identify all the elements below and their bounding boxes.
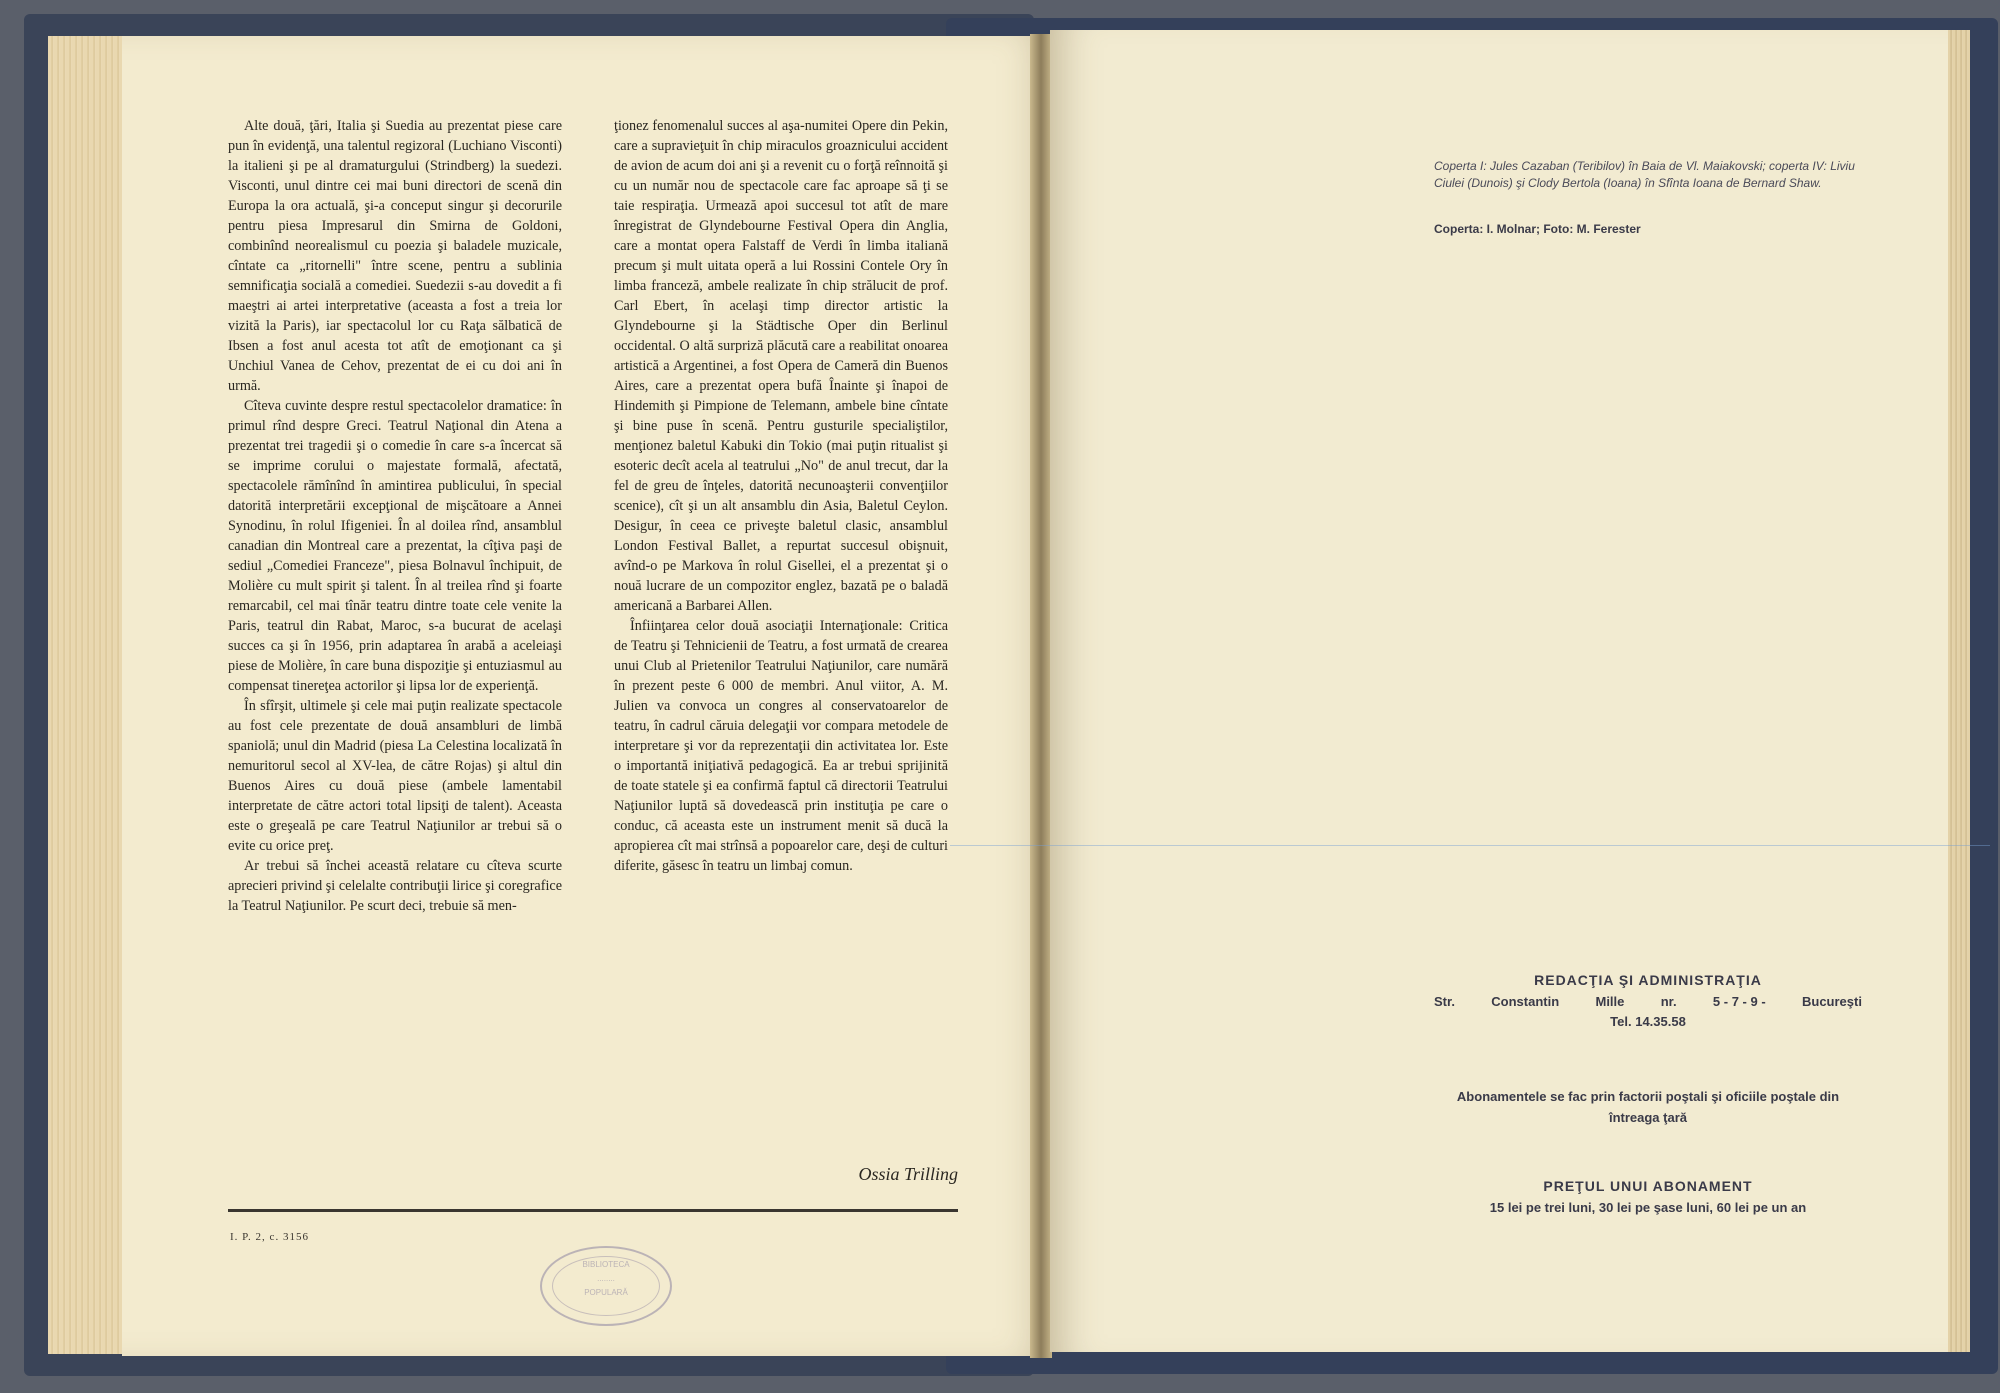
paragraph: Cîteva cuvinte despre restul spectacolelor dramatice: în primul rînd despre Greci. Teatrul Naţional din Atena a prezentat trei tragedii şi o comedie în care s-a încercat să se imprime corului o majestate formală, afectată, spectacolele rămînînd în amintirea publicului, în special datorită interpretării excepţional de mişcătoare a Annei Synodinu, în rolul Ifigeniei. În al doilea rînd, ansamblul canadian din Montreal care a prezentat, la cîţiva paşi de sediul „Comediei Franceze", piesa Bolnavul închipuit, de Molière cu mult spirit şi talent. În al treilea rînd şi foarte remarcabil, cel mai tînăr teatru dintre toate cele venite la Paris, teatrul din Rabat, Maroc, s-a bucurat de acelaşi succes ca şi în 1956, prin adaptarea în arabă a aceleiaşi piese de Molière, în care buna dispoziţie şi entuziasmul au compensat tinereţea actorilor şi lipsa lor de experienţă. xyxy=(228,398,562,694)
article-column-1 xyxy=(228,116,562,916)
article-column-2 xyxy=(614,116,948,876)
address-part: Str. xyxy=(1434,994,1455,1009)
footer-rule xyxy=(228,1209,958,1212)
paragraph: În sfîrşit, ultimele şi cele mai puţin realizate spectacole au fost cele prezentate de două ansambluri de limbă spaniolă; unul din Madrid (piesa La Celestina localizată în nemuritorul secol al XV-lea, de către Rojas) şi altul din Buenos Aires cu două piese (ambele lamentabil interpretate de către actori total lipsiţi de talent). Aceasta este o greşeală pe care Teatrul Naţiunilor ar trebui să o evite cu orice preţ. xyxy=(228,698,562,854)
subscription-info: Abonamentele se fac prin factorii poştali şi oficiile poştale din întreaga ţară xyxy=(1456,1089,1840,1125)
address xyxy=(1434,994,1862,1009)
paragraph: Ar trebui să închei această relatare cu cîteva scurte aprecieri privind şi celelalte contribuţii lirice şi coregrafice la Teatrul Naţiunilor. Pe scurt deci, trebuie să men- xyxy=(228,858,562,914)
address-part: 5 - 7 - 9 - xyxy=(1712,994,1766,1009)
address-part: Mille xyxy=(1595,994,1625,1009)
editorial-office xyxy=(1434,972,1862,1029)
stamp-line: BIBLIOTECA xyxy=(582,1260,630,1269)
page-edges-right xyxy=(1948,30,1970,1352)
subscription-price xyxy=(1434,1178,1862,1215)
stamp-line: POPULARĂ xyxy=(584,1288,628,1297)
cover-credits: Coperta I: Jules Cazaban (Teribilov) în Baia de Vl. Maiakovski; coperta IV: Liviu Ciulei (Dunois) şi Clody Bertola (Ioana) în Sfînta Ioana de Bernard Shaw. xyxy=(1434,159,1855,190)
address-part: Constantin xyxy=(1491,994,1560,1009)
price-line: 15 lei pe trei luni, 30 lei pe şase luni, 60 lei pe un an xyxy=(1489,1200,1807,1215)
library-stamp xyxy=(540,1246,672,1326)
photo-credits: Coperta: I. Molnar; Foto: M. Ferester xyxy=(1434,222,1641,236)
admin-heading: REDACŢIA ŞI ADMINISTRAŢIA xyxy=(1534,972,1762,988)
paragraph: Alte două, ţări, Italia şi Suedia au prezentat piese care pun în evidenţă, una talentul regizoral (Luchiano Visconti) la italieni şi pe al dramaturgului (Strindberg) la suedezi. Visconti, unul dintre cei mai buni directori de scenă din Europa la ora actuală, şi-a conceput singur şi decorurile pentru piesa Impresarul din Smirna de Goldoni, combinînd neorealismul cu poezia şi baladele muzicale, cîntate ca „ritornelli" între scene, pentru a sublinia semnificaţia socială a comediei. Suedezii s-au dovedit a fi maeştri ai artei interpretative (aceasta a fost a treia lor vizită la Paris), iar spectacolul lor cu Raţa sălbatică de Ibsen a fost anul acesta tot atît de emoţionant ca şi Unchiul Vanea de Cehov, prezentat de ei cu doi ani în urmă. xyxy=(228,118,562,394)
scan-artifact-line xyxy=(950,845,1990,846)
book-gutter xyxy=(1030,34,1052,1358)
stamp-inner-ring xyxy=(552,1256,660,1316)
printer-code: I. P. 2, c. 3156 xyxy=(230,1231,309,1243)
paragraph: ţionez fenomenalul succes al aşa-numitei Opere din Pekin, care a supravieţuit în chip miraculos groaznicului accident de avion de acum doi ani şi a revenit cu o forţă reînnoită şi cu un număr nou de spectacole care fac aproape să ţi se taie respiraţia. Urmează apoi succesul tot atît de mare înregistrat de Glyndebourne Festival Opera din Anglia, care a montat opera Falstaff de Verdi în limba italiană precum şi mult uitata operă a lui Rossini Contele Ory în limba franceză, ambele realizate în chip strălucit de prof. Carl Ebert, în acelaşi timp director artistic la Glyndebourne şi la Städtische Oper din Berlinul occidental. O altă surpriză plăcută care a reabilitat onoarea artistică a Argentinei, a fost Opera de Cameră din Buenos Aires, care a prezentat opera bufă Înainte şi înapoi de Hindemith şi Pimpione de Telemann, ambele bine cîntate şi bine puse în scenă. Pentru gusturile specialiştilor, menţionez baletul Kabuki din Tokio (mai puţin ritualist şi esoteric decît acela al teatrului „No" de anul trecut, dar la fel de greu de înţeles, datorită necunoaşterii convenţiilor scenice), cît şi un alt ansamblu din Asia, Baletul Ceylon. Desigur, în ceea ce priveşte baletul clasic, ansamblul London Festival Ballet, a repurtat succesul obişnuit, avînd-o pe Markova în rolul Gisellei, el a prezentat şi o nouă lucrare de un compozitor englez, bazată pe o baladă americană a Barbarei Allen. xyxy=(614,118,948,614)
price-heading: PREŢUL UNUI ABONAMENT xyxy=(1543,1178,1753,1194)
address-part: Bucureşti xyxy=(1801,994,1862,1009)
author-signature: Ossia Trilling xyxy=(858,1164,958,1184)
paragraph: Înfiinţarea celor două asociaţii Internaţionale: Critica de Teatru şi Tehnicienii de Teatru, a fost urmată de crearea unui Club al Prietenilor Teatrului Naţiunilor, care numără în prezent peste 6 000 de membri. Anul viitor, A. M. Julien va convoca un congres al conservatoarelor de teatru, în cadrul căruia delegaţii vor compara metodele de interpretare şi vor da reprezentaţii din activitatea lor. Este o importantă iniţiativă pedagogică. Ea ar trebui sprijinită de toate statele şi ea confirmă faptul că directorii Teatrului Naţiunilor luptă să dovedească prin instituţia pe care o conduc, că aceasta este un instrument menit să ducă la apropierea cît mai strînsă a popoarelor care, deşi de culturi diferite, găsesc în teatru un limbaj comun. xyxy=(614,618,948,874)
stamp-line: ........ xyxy=(597,1274,615,1283)
address-part: nr. xyxy=(1660,994,1677,1009)
phone: Tel. 14.35.58 xyxy=(1610,1014,1686,1029)
